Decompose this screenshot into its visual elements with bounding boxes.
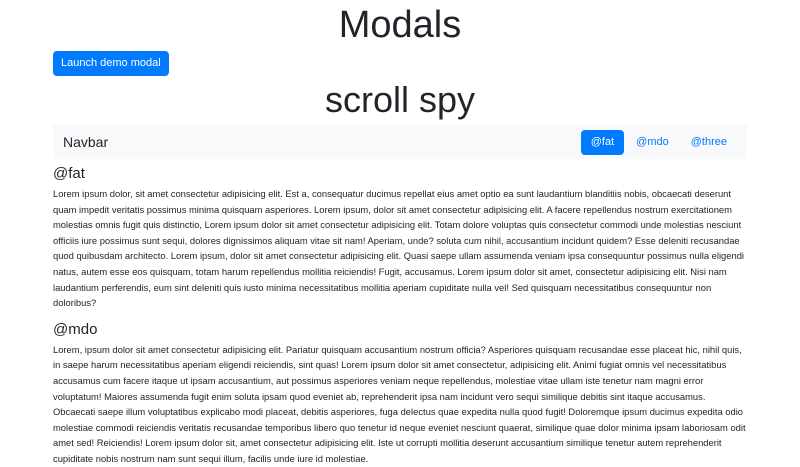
- scrollspy-navbar: [53, 125, 747, 159]
- navbar-links: [581, 130, 737, 155]
- navbar-brand[interactable]: Navbar: [63, 134, 109, 150]
- scrollspy-title: scroll spy: [324, 79, 476, 120]
- section-heading-fat: @fat: [53, 165, 85, 182]
- scrollspy-content[interactable]: [53, 165, 747, 467]
- launch-demo-modal-button[interactable]: Launch demo modal: [53, 51, 169, 76]
- section-heading-mdo: @mdo: [53, 320, 98, 338]
- nav-link-mdo[interactable]: @mdo: [636, 135, 669, 148]
- page-title: Modals: [338, 4, 462, 46]
- nav-link-three[interactable]: @three: [690, 135, 727, 148]
- section-text-fat: Lorem ipsum dolor, sit amet consectetur adipisicing elit. Est a, consequatur ducimus repellat eius amet optio ea sunt laudantium blanditiis nobis, obcaecati deserunt quam impedit veritatis possimus minima quisquam asperiores. Lorem ipsum, dolor sit amet consectetur adipisicing elit. A facere repellendus nostrum exercitationem molestias omnis fugit quis distinctio, Lorem ipsum dolor sit amet consectetur adipisicing elit. Totam dolore voluptas quis consectetur commodi unde molestias nesciunt officiis iure possimus sunt sequi, dolores dignissimos aliquam vitae sit nam! Aperiam, unde? soluta cum nihil, accusantium incidunt quidem? Esse deleniti recusandae quod quibusdam architecto. Lorem ipsum, dolor sit amet consectetur adipisicing elit. Quasi saepe ullam assumenda veniam ipsa consequuntur possimus nulla eligendi natus, autem esse eos quisquam, totam harum repellendus mollitia reiciendis! Fugit, accusamus. Lorem ipsum dolor sit amet, consectetur adipisicing elit. Nisi nam laudantium perferendis, eum sint deleniti quis iusto minima necessitatibus mollitia aperiam cupiditate nulla vel! Sed quisquam necessitatibus consequuntur non doloribus?: [53, 188, 744, 309]
- section-text-mdo: Lorem, ipsum dolor sit amet consectetur adipisicing elit. Pariatur quisquam accusantium nostrum officia? Asperiores quisquam recusandae esse placeat hic, nihil quis, in saepe harum necessitatibus aperiam eligendi reiciendis, sint quas! Lorem ipsum dolor sit amet consectetur, adipisicing elit. Animi fugiat omnis vel necessitatibus accusamus cum facere itaque ut ipsam accusantium, aut possimus asperiores veniam neque repellendus, molestiae vitae ullam iste tenetur nam magni error voluptatum! Maiores assumenda fugit enim soluta ipsam quod eveniet ab, reprehenderit ipsa nam incidunt vero sequi similique debitis sint itaque accusamus. Obcaecati saepe illum voluptatibus explicabo modi placeat, debitis asperiores, fuga delectus quae expedita nulla quod fugit! Doloremque ipsum ducimus expedita odio molestiae commodi reiciendis veritatis recusandae temporibus libero quo tenetur id neque eveniet nesciunt quaerat, similique quae dolor minima ipsam laboriosam odit amet sed! Reiciendis! Lorem ipsum dolor sit, amet consectetur adipisicing elit. Iste ut corrupti mollitia deserunt accusantium similique tenetur autem reprehenderit cupiditate nobis nostrum nam sunt sequi illum, facilis unde iure id molestiae.: [53, 343, 746, 464]
- nav-link-fat[interactable]: @fat: [581, 130, 624, 155]
